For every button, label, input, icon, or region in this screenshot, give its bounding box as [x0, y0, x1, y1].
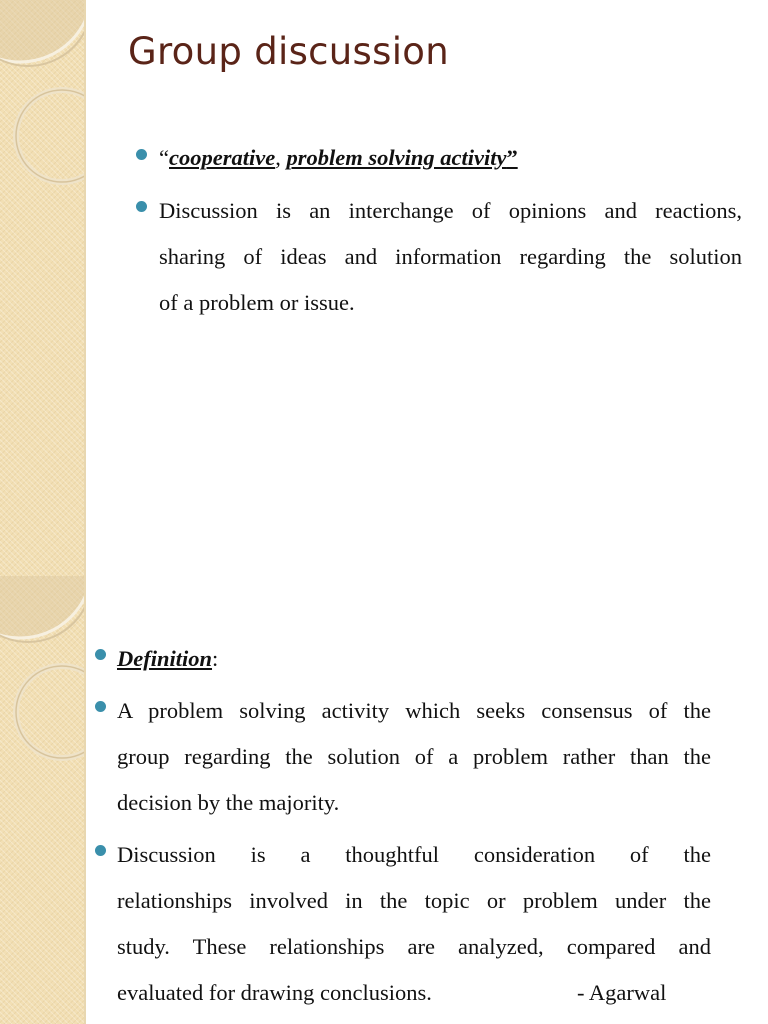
bullet-dot [136, 201, 147, 212]
bullet-dot [136, 149, 147, 160]
decorative-sidebar [0, 576, 86, 1024]
bullet-dot [95, 649, 106, 660]
agarwal-quote-text: Discussion is a thoughtful consideration of the relationships involved in the topic or problem under the study. These relationships are analyzed, compared and evaluated for drawing conclusions. - Agarwal [117, 832, 711, 1016]
attribution: - Agarwal [577, 980, 667, 1005]
slide-2 [0, 576, 768, 1024]
slide-title: Group discussion [128, 30, 449, 73]
bullet-quote: “cooperative, problem solving activity” [159, 145, 518, 170]
bullet-dot [95, 845, 106, 856]
definition-text: A problem solving activity which seeks consensus of the group regarding the solution of a problem rather than the decision by the majority. [117, 698, 711, 815]
decorative-sidebar [0, 0, 86, 576]
bullet-discussion-text: Discussion is an interchange of opinions and reactions, sharing of ideas and information regarding the solution of a problem or issue. [159, 198, 742, 315]
bullet-dot [95, 701, 106, 712]
definition-heading: Definition: [117, 646, 219, 671]
decorative-rings-icon [0, 0, 84, 576]
decorative-rings-icon [0, 576, 84, 1024]
